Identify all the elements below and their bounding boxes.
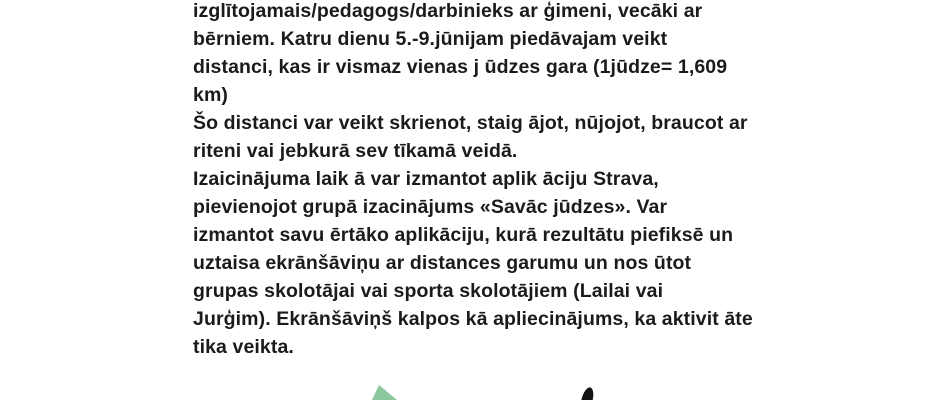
mountain-triangle-shape: [372, 385, 397, 400]
text-line: izmantot savu ērtāko aplikāciju, kurā rezultātu piefiksē un: [193, 224, 734, 246]
text-line: pievienojot grupā izacinājums «Savāc jūdzes». Var: [193, 196, 668, 218]
text-line: uztaisa ekrānšāviņu ar distances garumu un nos ūtot: [193, 252, 692, 274]
text-line: km): [193, 84, 228, 106]
text-line: Izaicinājuma laik ā var izmantot aplik āciju Strava,: [193, 168, 659, 190]
text-line: bērniem. Katru dienu 5.-9.jūnijam piedāvajam veikt: [193, 28, 668, 50]
text-line: riteni vai jebkurā sev tīkamā veidā.: [193, 140, 518, 162]
figure-head-icon: [578, 385, 598, 400]
text-line: Jurģim). Ekrānšāviņš kalpos kā apliecinājums, ka aktivit āte: [193, 308, 753, 330]
mountain-triangle-icon: [371, 384, 398, 400]
text-line: Šo distanci var veikt skrienot, staig ājot, nūjojot, braucot ar: [193, 112, 748, 134]
text-line: distanci, kas ir vismaz vienas j ūdzes gara (1jūdze= 1,609: [193, 56, 728, 78]
text-line: izglītojamais/pedagogs/darbinieks ar ģimeni, vecāki ar: [193, 0, 703, 22]
text-line: grupas skolotājai vai sporta skolotājiem (Lailai vai: [193, 280, 664, 302]
document-text: [193, 0, 913, 361]
text-line: tika veikta.: [193, 336, 294, 358]
figure-head-shape: [578, 386, 595, 400]
